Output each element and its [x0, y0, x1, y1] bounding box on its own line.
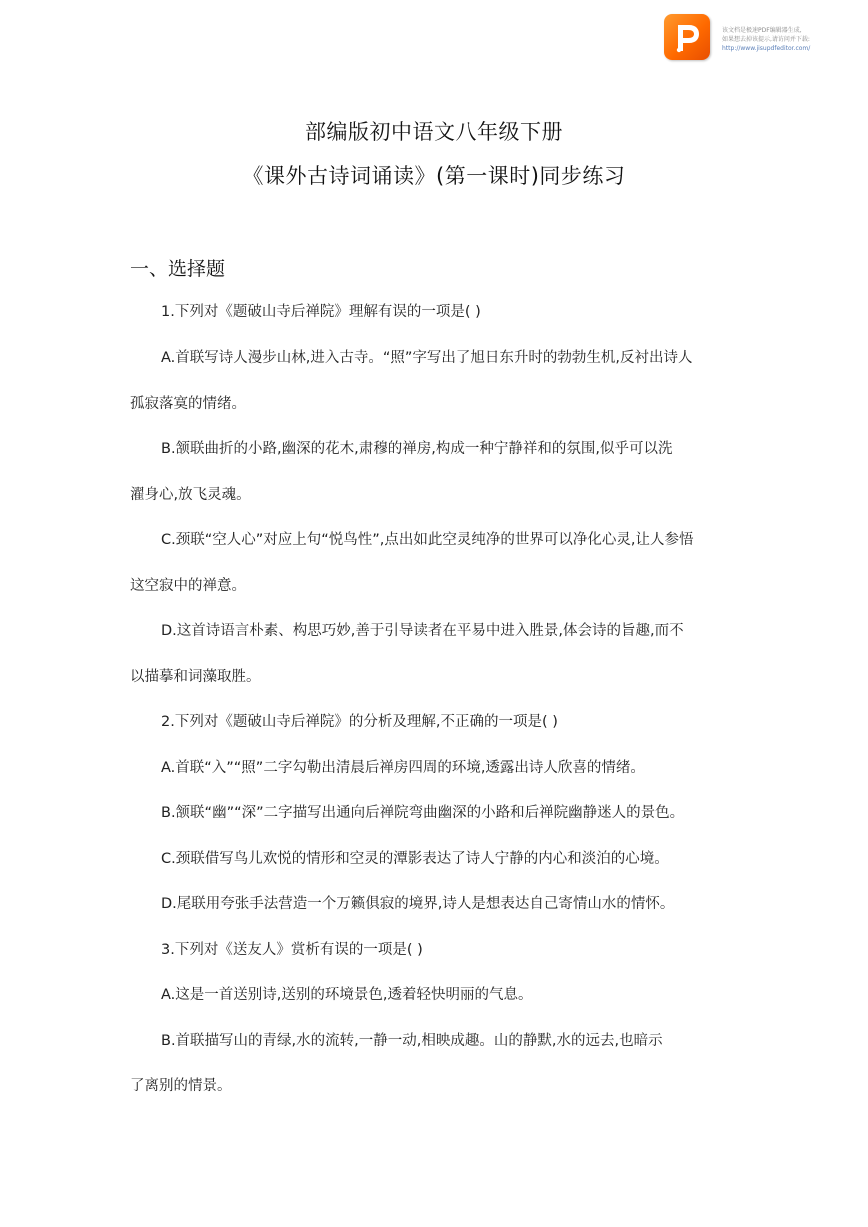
- option-line: 濯身心,放飞灵魂。: [130, 487, 251, 503]
- option-line: D.尾联用夸张手法营造一个万籁俱寂的境界,诗人是想表达自己寄情山水的情怀。: [161, 896, 675, 912]
- option-line: 以描摹和词藻取胜。: [130, 669, 261, 685]
- option-line: 了离别的情景。: [130, 1078, 232, 1094]
- option-line: A.这是一首送别诗,送别的环境景色,透着轻快明丽的气息。: [161, 987, 533, 1003]
- option-line: D.这首诗语言朴素、构思巧妙,善于引导读者在平易中进入胜景,体会诗的旨趣,而不: [161, 623, 684, 639]
- option-line: 孤寂落寞的情绪。: [130, 396, 246, 412]
- watermark-notice: [722, 26, 862, 53]
- question-stem: 2.下列对《题破山寺后禅院》的分析及理解,不正确的一项是( ): [161, 714, 558, 730]
- option-line: C.颈联借写鸟儿欢悦的情形和空灵的潭影表达了诗人宁静的内心和淡泊的心境。: [161, 851, 669, 867]
- option-line: B.颔联“幽”“深”二字描写出通向后禅院弯曲幽深的小路和后禅院幽静迷人的景色。: [161, 805, 685, 821]
- watermark-line: 如果想去掉该提示,请访问并下载:: [722, 36, 810, 43]
- p-letter-icon: [664, 14, 710, 60]
- question-stem: 3.下列对《送友人》赏析有误的一项是( ): [161, 942, 423, 958]
- option-line: C.颈联“空人心”对应上句“悦鸟性”,点出如此空灵纯净的世界可以净化心灵,让人参悟: [161, 532, 694, 548]
- watermark-line: 该文档是极速PDF编辑器生成,: [722, 27, 802, 34]
- section-heading: 一、选择题: [130, 258, 226, 280]
- document-title: 部编版初中语文八年级下册: [305, 120, 563, 144]
- option-line: 这空寂中的禅意。: [130, 578, 246, 594]
- option-line: A.首联写诗人漫步山林,进入古寺。“照”字写出了旭日东升时的勃勃生机,反衬出诗人: [161, 350, 693, 366]
- question-stem: 1.下列对《题破山寺后禅院》理解有误的一项是( ): [161, 304, 481, 320]
- watermark-url[interactable]: http://www.jisupdfeditor.com/: [722, 45, 811, 52]
- option-line: B.颔联曲折的小路,幽深的花木,肃穆的禅房,构成一种宁静祥和的氛围,似乎可以洗: [161, 441, 673, 457]
- option-line: A.首联“入”“照”二字勾勒出清晨后禅房四周的环境,透露出诗人欣喜的情绪。: [161, 760, 645, 776]
- document-subtitle: 《课外古诗词诵读》(第一课时)同步练习: [242, 164, 626, 188]
- option-line: B.首联描写山的青绿,水的流转,一静一动,相映成趣。山的静默,水的远去,也暗示: [161, 1033, 663, 1049]
- pdf-editor-logo: [664, 14, 714, 62]
